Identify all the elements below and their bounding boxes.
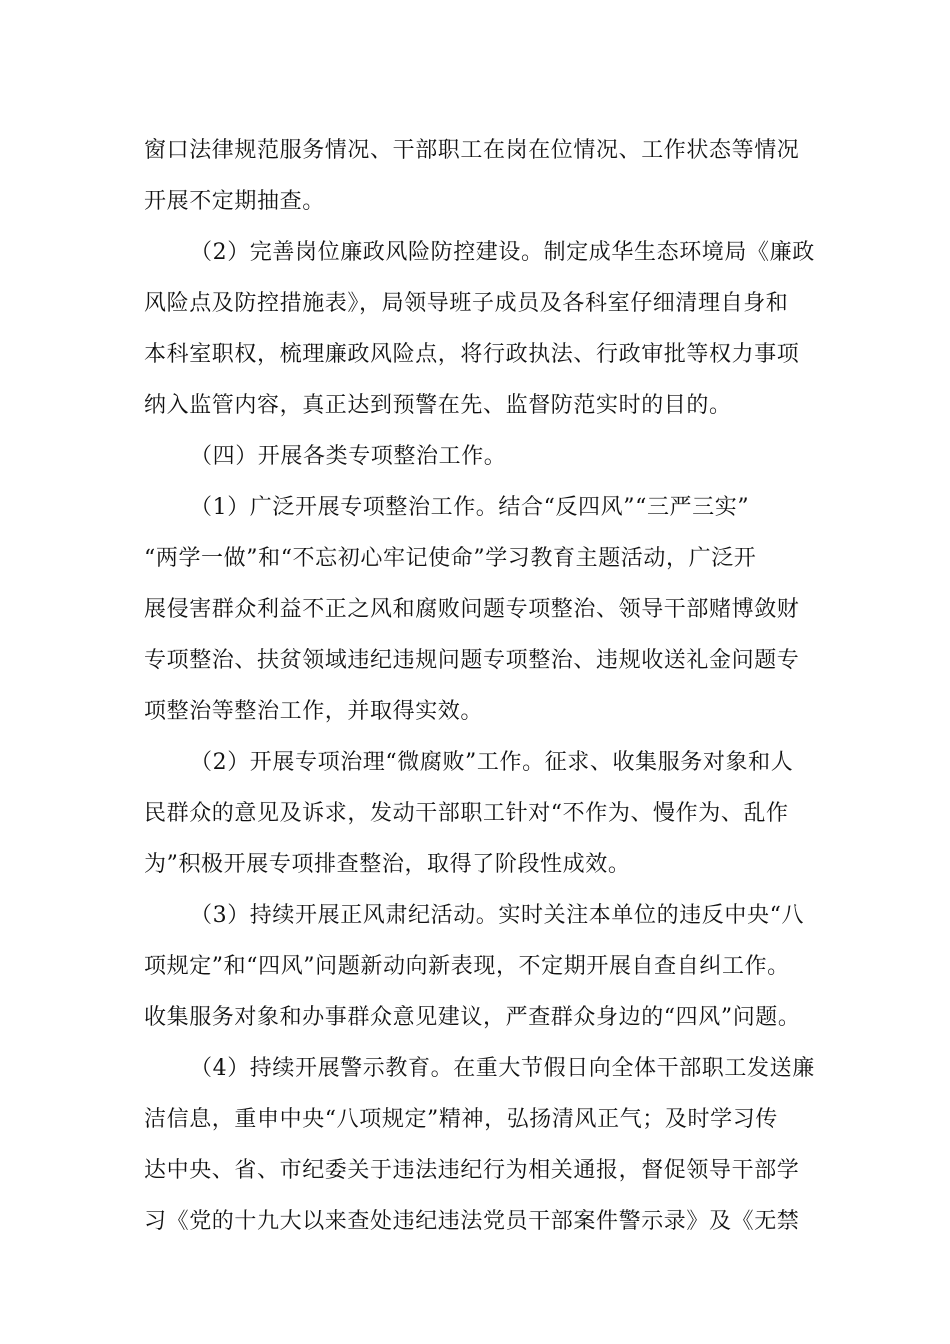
text-line: 专项整治、扶贫领域违纪违规问题专项整治、违规收送礼金问题专 — [144, 648, 800, 673]
text-line: 纳入监管内容，真正达到预警在先、监督防范实时的目的。 — [144, 393, 732, 418]
paragraph-first-line: （2）完善岗位廉政风险防控建设。制定成华生态环境局《廉政 — [190, 240, 815, 265]
text-line: 收集服务对象和办事群众意见建议，严查群众身边的“四风”问题。 — [144, 1005, 801, 1030]
text-line: 开展不定期抽查。 — [144, 189, 325, 214]
paragraph-first-line: （1）广泛开展专项整治工作。结合“反四风”“三严三实” — [190, 495, 750, 520]
text-line: 洁信息，重申中央“八项规定”精神，弘扬清风正气；及时学习传 — [144, 1107, 778, 1132]
paragraph-first-line: （4）持续开展警示教育。在重大节假日向全体干部职工发送廉 — [190, 1056, 815, 1081]
text-line: 习《党的十九大以来查处违纪违法党员干部案件警示录》及《无禁 — [144, 1209, 800, 1234]
text-line: 项规定”和“四风”问题新动向新表现，不定期开展自查自纠工作。 — [144, 954, 790, 979]
text-line: 为”积极开展专项排查整治，取得了阶段性成效。 — [144, 852, 631, 877]
section-heading: （四）开展各类专项整治工作。 — [190, 444, 507, 469]
paragraph-first-line: （2）开展专项治理“微腐败”工作。征求、收集服务对象和人 — [190, 750, 794, 775]
text-line: 风险点及防控措施表》，局领导班子成员及各科室仔细清理自身和 — [144, 291, 789, 316]
text-line: 达中央、省、市纪委关于违法违纪行为相关通报，督促领导干部学 — [144, 1158, 800, 1183]
text-line: 民群众的意见及诉求，发动干部职工针对“不作为、慢作为、乱作 — [144, 801, 789, 826]
text-line: “两学一做”和“不忘初心牢记使命”学习教育主题活动，广泛开 — [144, 546, 757, 571]
text-line: 项整治等整治工作，并取得实效。 — [144, 699, 484, 724]
text-line: 本科室职权，梳理廉政风险点，将行政执法、行政审批等权力事项 — [144, 342, 800, 367]
text-line: 窗口法律规范服务情况、干部职工在岗在位情况、工作状态等情况 — [144, 138, 800, 163]
text-line: 展侵害群众利益不正之风和腐败问题专项整治、领导干部赌博敛财 — [144, 597, 800, 622]
paragraph-first-line: （3）持续开展正风肃纪活动。实时关注本单位的违反中央“八 — [190, 903, 805, 928]
